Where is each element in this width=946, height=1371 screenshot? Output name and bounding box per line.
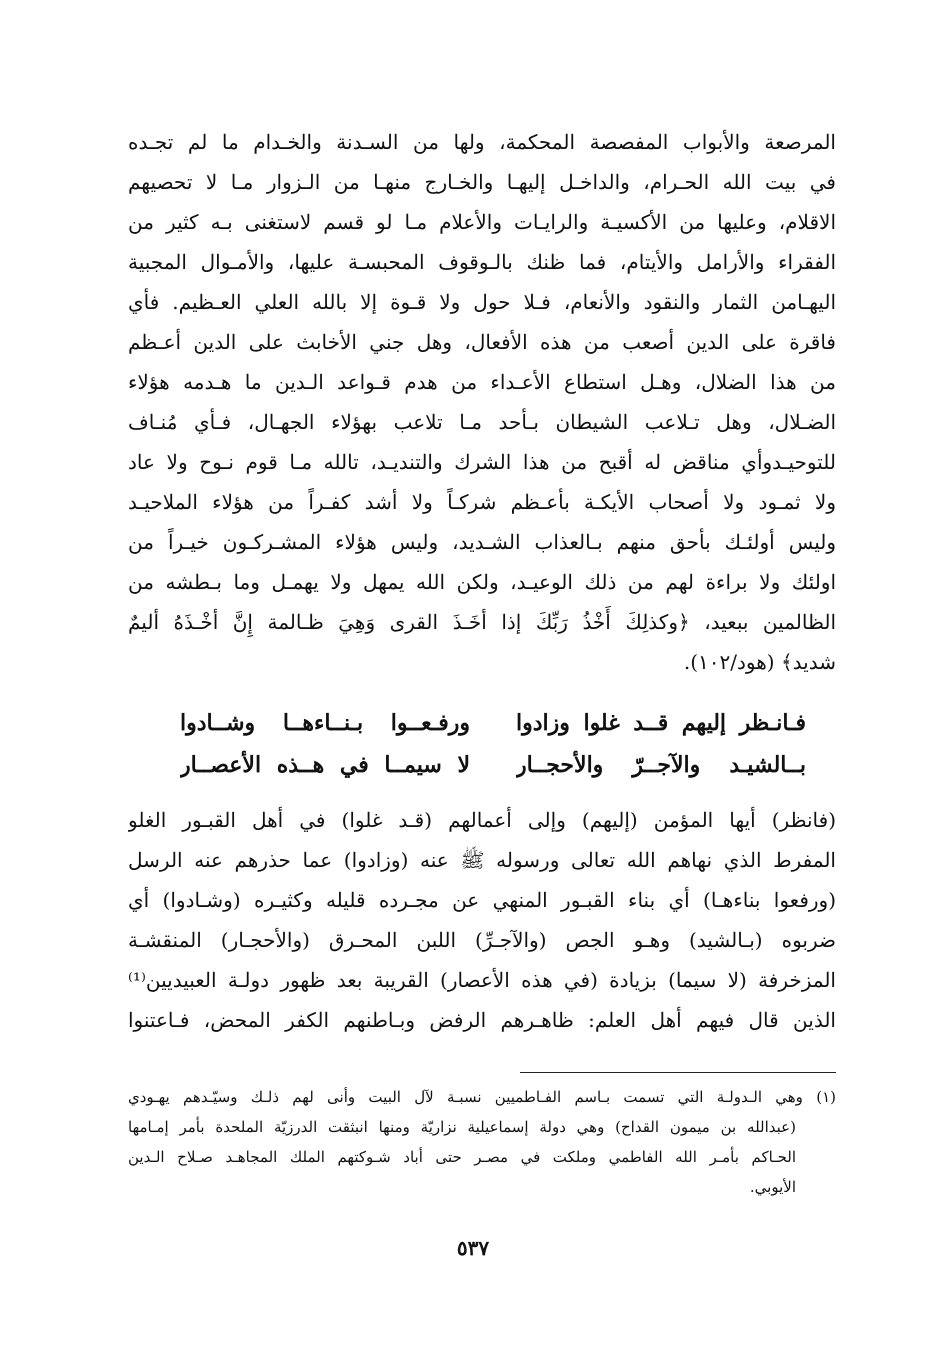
text-line: اولئك ولا براءة لهم من ذلك الوعيـد، ولكن الله يمهل ولا يهمـل وما بـطشه من xyxy=(128,570,836,594)
text-line: شديد﴾ (هود/١٠٢). xyxy=(683,650,836,674)
text-line: وليس أولئـك بأحق منهم بـالعذاب الشـديد، وليس هؤلاء المشـركـون خيـراً من xyxy=(128,530,836,554)
text-line: الذين قال فيهم أهل العلم: ظاهـرهم الرفض وبـاطنهم الكفر المحض، فـاعتنوا xyxy=(128,1008,836,1032)
text-line: ولا ثمـود ولا أصحاب الأيكـة بأعـظم شركـاً ولا أشد كفـراً من هؤلاء الملاحيـد xyxy=(128,490,836,514)
text-line: ضربوه (بـالشيد) وهـو الجص (والآجـرِّ) اللبن المحـرق (والأحجـار) المنقشـة xyxy=(128,928,836,952)
text-line: الظالمين ببعيد، ﴿وكذلِكَ أَخْذُ رَبِّكَ إذا أخَـذَ القرى وَهِيَ ظـالمة إِنَّ أخْـذَهُ أليمٌ xyxy=(128,610,836,634)
footnote xyxy=(128,1082,836,1202)
main-paragraph-2 xyxy=(128,800,836,1040)
text-line: اليهـامن الثمار والنقود والأنعام، فـلا حول ولا قـوة إلا بالله العلي العـظيم. فأي xyxy=(128,290,836,314)
footnote-line: الحـاكم بأمـر الله الفاطمي وملكت في مصـر حتى أباد شـوكتهم الملك المجاهـد صـلاح الـدين xyxy=(128,1148,796,1166)
text-line: (ورفعوا بناءهـا) أي بناء القبـور المنهي عن مجـرده قليله وكثيـره (وشـادوا) أي xyxy=(128,888,836,912)
text-line: الضـلال، وهل تـلاعب الشيطان بـأحد مـا تلاعب بهؤلاء الجهـال، فـأي مُنـاف xyxy=(128,410,836,434)
poem-first-hemistich: فـانـظر إليهم قــد غلوا وزادوا xyxy=(516,710,806,736)
text-line: من هذا الضلال، وهـل استطاع الأعـداء من هدم قـواعد الـدين ما هـدمه هؤلاء xyxy=(128,370,836,394)
poem-first-hemistich: بــالشيـد والآجــرّ والأحجــار xyxy=(516,752,806,778)
footnote-line: الأيوبي. xyxy=(749,1178,796,1196)
text-line: فاقرة على الدين أصعب من هذه الأفعال، وهل جني الأخابث على الدين أعـظم xyxy=(128,330,836,354)
poem-verse xyxy=(180,744,806,786)
footnote-line: (عبدالله بن ميمون القداح) وهي دولة إسماعيلية نزاريّة ومنها انبثقت الدرزيّة الملحدة بأمر إمـامها xyxy=(128,1118,796,1136)
text-line: للتوحيـدوأي مناقض له أقبح من هذا الشرك والتنديـد، تالله مـا قوم نـوح ولا عاد xyxy=(128,450,836,474)
text-line: الفقراء والأرامل والأيتام، فما ظنك بالـوقوف المحبسـة عليها، والأمـوال المجبية xyxy=(128,250,836,274)
page-number: ٥٣٧ xyxy=(456,1236,490,1260)
poem-second-hemistich: لا سيمــا في هــذه الأعصــار xyxy=(180,752,470,778)
text-line: المرصعة والأبواب المفصصة المحكمة، ولها من السـدنة والخـدام ما لم تجـده xyxy=(128,130,836,154)
main-paragraph-1 xyxy=(128,122,836,682)
text-line: في بيت الله الحـرام، والداخـل إليهـا والخـارج منهـا من الـزوار مـا لا تحصيهم xyxy=(128,170,836,194)
text-line: المزخرفة (لا سيما) بزيادة (في هذه الأعصار) القريبة بعد ظهور دولـة العبيديين⁽¹⁾ xyxy=(128,968,836,992)
text-line: المفرط الذي نهاهم الله تعالى ورسوله ﷺ عنه (وزادوا) عما حذرهم عنه الرسل xyxy=(128,848,836,872)
poem-second-hemistich: ورفـعــوا بـنــاءهــا وشــادوا xyxy=(180,710,470,736)
poem-verses xyxy=(180,702,806,786)
text-line: (فانظر) أيها المؤمن (إليهم) وإلى أعمالهم (قـد غلوا) في أهل القبـور الغلو xyxy=(128,808,836,832)
footnote-line: (١) وهي الـدولـة التي تسمت بـاسم الفـاطميين نسبـة لآل البيت وأنى لهم ذلـك وسيّـدهم يهـودي xyxy=(128,1088,836,1106)
text-line: الاقلام، وعليها من الأكسيـة والرايـات والأعلام مـا لو قسم لاستغنى بـه كثير من xyxy=(128,210,836,234)
footnote-separator xyxy=(520,1072,836,1073)
poem-verse xyxy=(180,702,806,744)
